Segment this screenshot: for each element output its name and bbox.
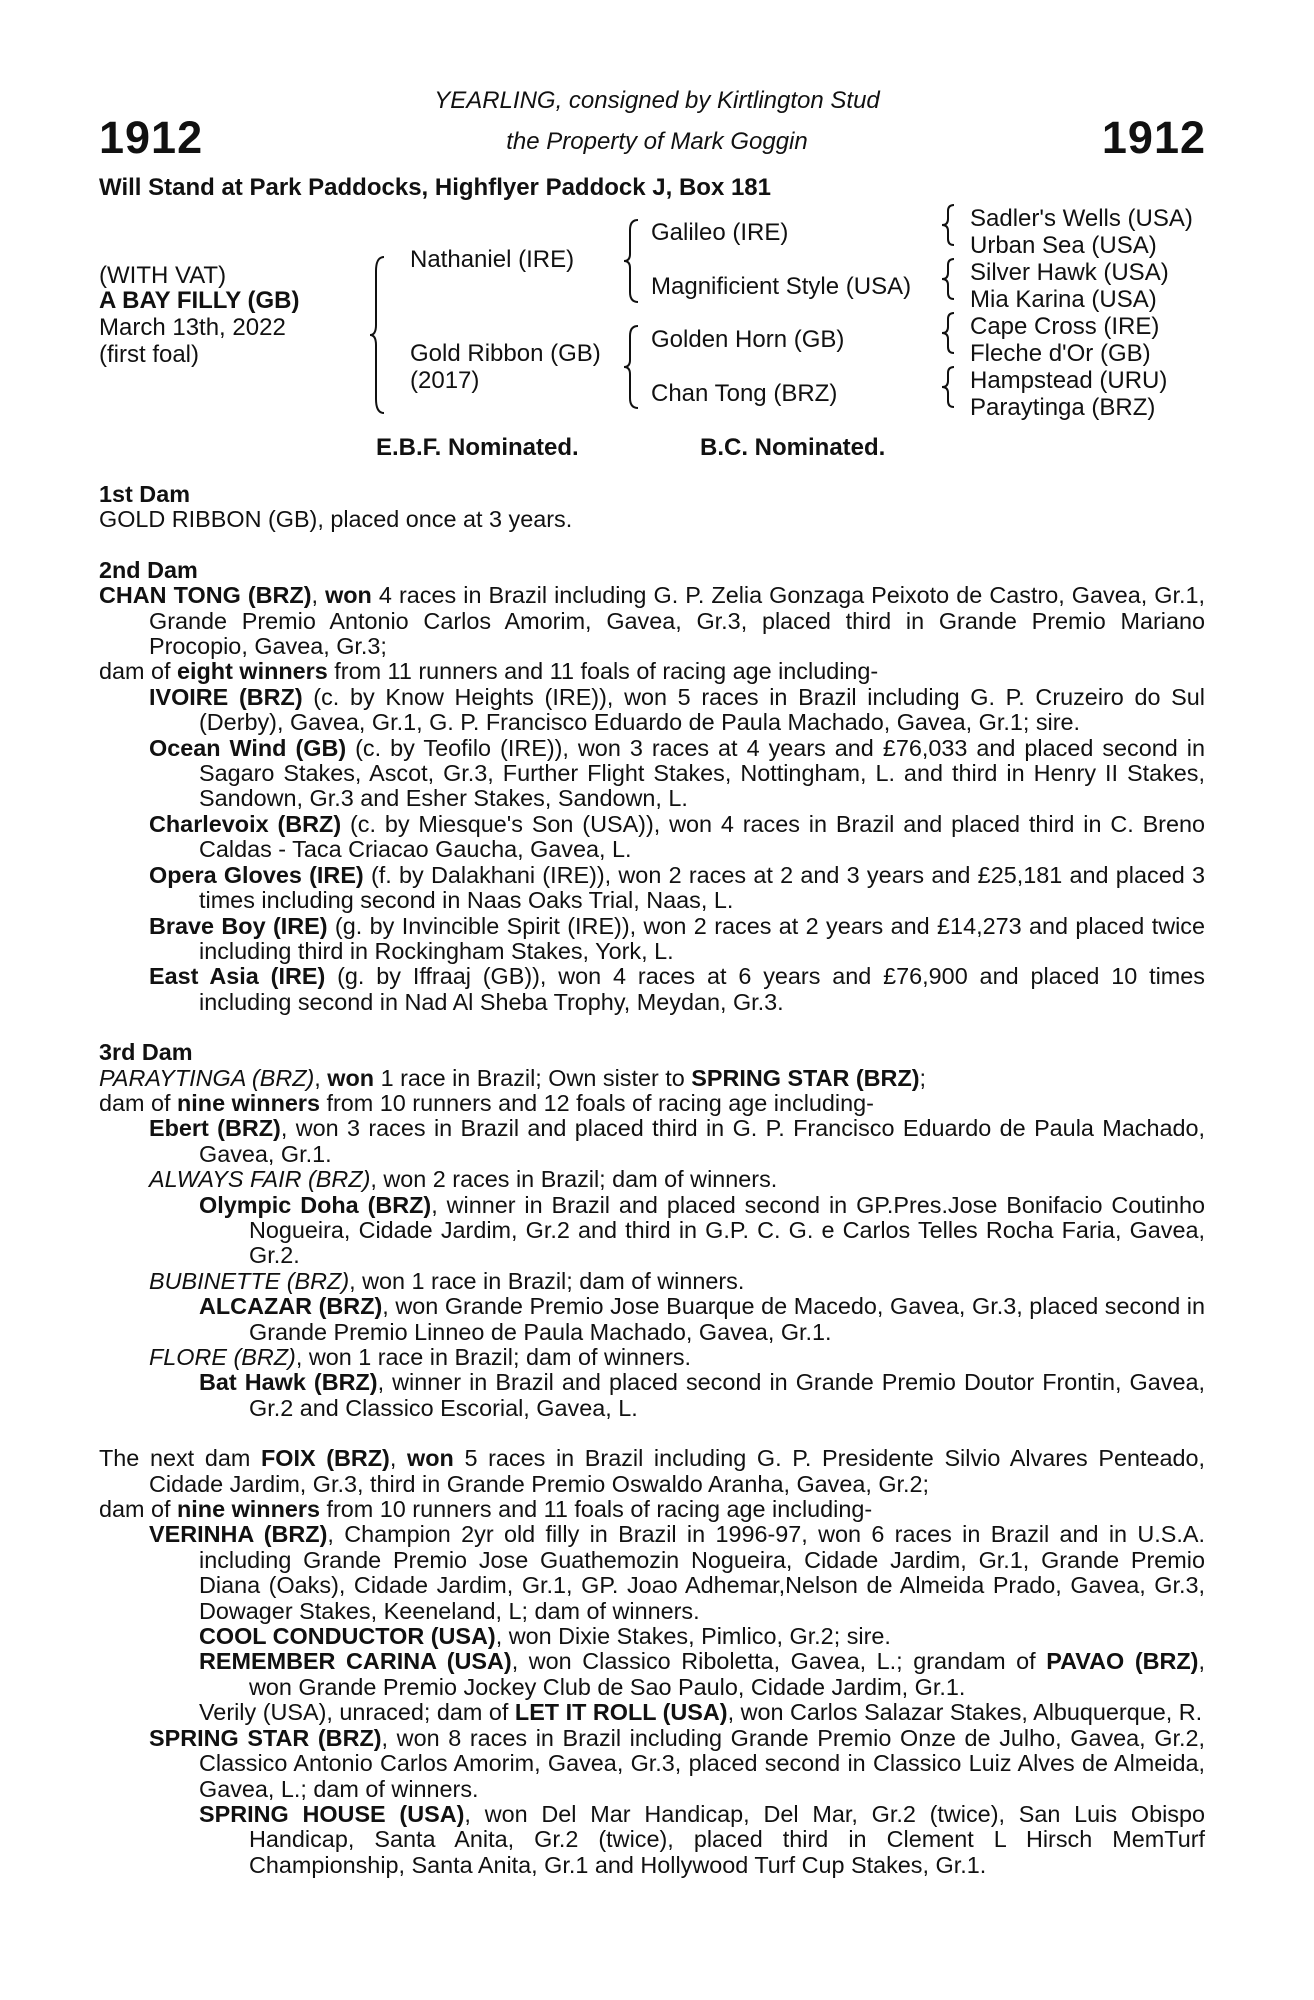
first-dam-heading: 1st Dam — [99, 481, 191, 507]
pedigree-g2-sire-dam: Magnificient Style (USA) — [651, 273, 912, 300]
horse-foal-note: (first foal) — [99, 341, 200, 368]
pedigree-bracket-g3-4 — [940, 365, 958, 409]
pedigree-dam-year: (2017) — [410, 367, 480, 394]
progeny-bat-hawk: Bat Hawk (BRZ), winner in Brazil and placed second in Grande Premio Doutor Frontin, Gavea, Gr.2 and Classico Escorial, Gavea, L. — [199, 1369, 1205, 1421]
second-dam-heading: 2nd Dam — [99, 556, 198, 583]
horse-name: A BAY FILLY (GB) — [99, 287, 300, 314]
third-dam-summary: PARAYTINGA (BRZ), won 1 race in Brazil; Own sister to SPRING STAR (BRZ); — [99, 1064, 927, 1091]
progeny-charlevoix: Charlevoix (BRZ) (c. by Miesque's Son (USA)), won 4 races in Brazil and placed third in C. Breno Caldas - Taca Criacao Gaucha, Gavea, L. — [149, 810, 1205, 863]
third-dam-heading: 3rd Dam — [99, 1039, 193, 1066]
progeny-flore: FLORE (BRZ), won 1 race in Brazil; dam of winners. — [149, 1344, 692, 1370]
progeny-remember-carina: REMEMBER CARINA (USA), won Classico Riboletta, Gavea, L.; grandam of PAVAO (BRZ), won Grande Premio Jockey Club de Sao Paulo, Cidade Jardim, Gr.1. — [199, 1648, 1205, 1700]
progeny-spring-house: SPRING HOUSE (USA), won Del Mar Handicap, Del Mar, Gr.2 (twice), San Luis Obispo Handicap, Santa Anita, Gr.2 (twice), placed third in Clement L Hirsch MemTurf Championship, Santa Anita, Gr.1 and Hollywood Turf Cup Stakes, Gr.1. — [199, 1800, 1205, 1878]
lot-number-left: 1912 — [99, 112, 204, 163]
first-dam-text: GOLD RIBBON (GB), placed once at 3 years. — [99, 506, 573, 533]
progeny-verinha: VERINHA (BRZ), Champion 2yr old filly in Brazil in 1996-97, won 6 races in Brazil and in U.S.A. including Grande Premio Jose Guathemozin Nogueira, Cidade Jardim, Gr.1, Grande Premio Diana (Oaks), Cidade Jardim, Gr.1, GP. Joao Adhemar,Nelson de Almeida Prado, Gavea, Gr.3, Dowager Stakes, Keeneland, L; dam of winners. — [149, 1521, 1205, 1624]
vat-note: (WITH VAT) — [99, 262, 227, 289]
third-dam-produce-line: dam of nine winners from 10 runners and 12 foals of racing age including- — [99, 1089, 874, 1116]
second-dam-produce-line: dam of eight winners from 11 runners and 11 foals of racing age including- — [99, 658, 879, 685]
pedigree-bracket-dam — [622, 324, 642, 410]
progeny-always-fair: ALWAYS FAIR (BRZ), won 2 races in Brazil; dam of winners. — [149, 1166, 778, 1193]
next-dam-produce-line: dam of nine winners from 10 runners and 11 foals of racing age including- — [99, 1496, 873, 1523]
horse-dob: March 13th, 2022 — [99, 314, 286, 341]
pedigree-bracket-g3-1 — [940, 203, 958, 247]
progeny-verily: Verily (USA), unraced; dam of LET IT ROLL (USA), won Carlos Salazar Stakes, Albuquerque, R. — [199, 1699, 1203, 1726]
progeny-alcazar: ALCAZAR (BRZ), won Grande Premio Jose Buarque de Macedo, Gavea, Gr.3, placed second in Grande Premio Linneo de Paula Machado, Gavea, Gr.1. — [199, 1293, 1206, 1345]
catalogue-body — [99, 482, 1205, 1878]
progeny-ocean-wind: Ocean Wind (GB) (c. by Teofilo (IRE)), won 3 races at 4 years and £76,033 and placed second in Sagaro Stakes, Ascot, Gr.3, Further Flight Stakes, Nottingham, L. and third in Henry II Stakes, Sandown, Gr.3 and Esher Stakes, Sandown, L. — [149, 734, 1205, 812]
pedigree-g3-7: Hampstead (URU) — [970, 367, 1168, 394]
next-dam-summary: The next dam FOIX (BRZ), won 5 races in Brazil including G. P. Presidente Silvio Alvares Penteado, Cidade Jardim, Gr.3, third in Grande Premio Oswaldo Aranha, Gavea, Gr.2; — [99, 1445, 1206, 1497]
progeny-bubinette: BUBINETTE (BRZ), won 1 race in Brazil; dam of winners. — [149, 1267, 745, 1294]
pedigree-g2-dam-sire: Golden Horn (GB) — [651, 326, 845, 353]
pedigree-dam: Gold Ribbon (GB) — [410, 340, 601, 367]
progeny-brave-boy: Brave Boy (IRE) (g. by Invincible Spirit (IRE)), won 2 races at 2 years and £14,273 and placed twice including third in Rockingham Stakes, York, L. — [149, 912, 1205, 964]
ebf-nomination: E.B.F. Nominated. — [376, 434, 579, 461]
pedigree-bracket-g3-2 — [940, 257, 958, 301]
pedigree-bracket-g3-3 — [940, 311, 958, 355]
pedigree-g2-sire-sire: Galileo (IRE) — [651, 219, 789, 246]
progeny-ebert: Ebert (BRZ), won 3 races in Brazil and placed third in G. P. Francisco Eduardo de Paula Machado, Gavea, Gr.1. — [149, 1115, 1205, 1167]
property-line: the Property of Mark Goggin — [506, 128, 808, 155]
pedigree-sire: Nathaniel (IRE) — [410, 246, 575, 273]
progeny-opera-gloves: Opera Gloves (IRE) (f. by Dalakhani (IRE)), won 2 races at 2 and 3 years and £25,181 and placed 3 times including second in Naas Oaks Trial, Naas, L. — [149, 861, 1205, 914]
progeny-spring-star: SPRING STAR (BRZ), won 8 races in Brazil including Grande Premio Onze de Julho, Gavea, Gr.2, Classico Antonio Carlos Amorim, Gavea, Gr.3, placed second in Classico Luiz Alves de Almeida, Gavea, L.; dam of winners. — [149, 1724, 1206, 1802]
progeny-olympic-doha: Olympic Doha (BRZ), winner in Brazil and placed second in GP.Pres.Jose Bonifacio Coutinho Nogueira, Cidade Jardim, Gr.2 and third in G.P. C. G. e Carlos Telles Rocha Faria, Gavea, Gr.2. — [199, 1191, 1205, 1269]
second-dam-name: CHAN TONG (BRZ) — [99, 582, 312, 609]
pedigree-g3-3: Silver Hawk (USA) — [970, 259, 1169, 286]
progeny-ivoire: IVOIRE (BRZ) (c. by Know Heights (IRE)), won 5 races in Brazil including G. P. Cruzeiro do Sul (Derby), Gavea, Gr.1, G. P. Francisco Eduardo de Paula Machado, Gavea, Gr.1; sire. — [149, 683, 1205, 736]
pedigree-g3-4: Mia Karina (USA) — [970, 286, 1157, 313]
bc-nomination: B.C. Nominated. — [700, 434, 886, 461]
pedigree-g3-8: Paraytinga (BRZ) — [970, 394, 1156, 421]
pedigree-bracket-sire — [622, 218, 642, 304]
consignor-line: YEARLING, consigned by Kirtlington Stud — [434, 87, 880, 114]
second-dam-summary: CHAN TONG (BRZ), won 4 races in Brazil including G. P. Zelia Gonzaga Peixoto de Castro, Gavea, Gr.1, Grande Premio Antonio Carlos Amorim, Gavea, Gr.3, placed third in Grande Premio Mariano Procopio, Gavea, Gr.3; — [99, 582, 1205, 660]
progeny-east-asia: East Asia (IRE) (g. by Iffraaj (GB)), won 4 races at 6 years and £76,900 and placed 10 times including second in Nad Al Sheba Trophy, Meydan, Gr.3. — [149, 963, 1205, 1015]
lot-number-right: 1912 — [1101, 112, 1206, 163]
pedigree-g3-2: Urban Sea (USA) — [970, 232, 1157, 259]
pedigree-g3-5: Cape Cross (IRE) — [970, 313, 1160, 340]
pedigree-g2-dam-dam: Chan Tong (BRZ) — [651, 380, 838, 407]
progeny-cool-conductor: COOL CONDUCTOR (USA), won Dixie Stakes, Pimlico, Gr.2; sire. — [199, 1623, 891, 1650]
pedigree-bracket-main — [368, 255, 388, 415]
pedigree-g3-1: Sadler's Wells (USA) — [970, 205, 1193, 232]
pedigree-g3-6: Fleche d'Or (GB) — [970, 340, 1151, 367]
stand-location: Will Stand at Park Paddocks, Highflyer Paddock J, Box 181 — [99, 174, 771, 201]
